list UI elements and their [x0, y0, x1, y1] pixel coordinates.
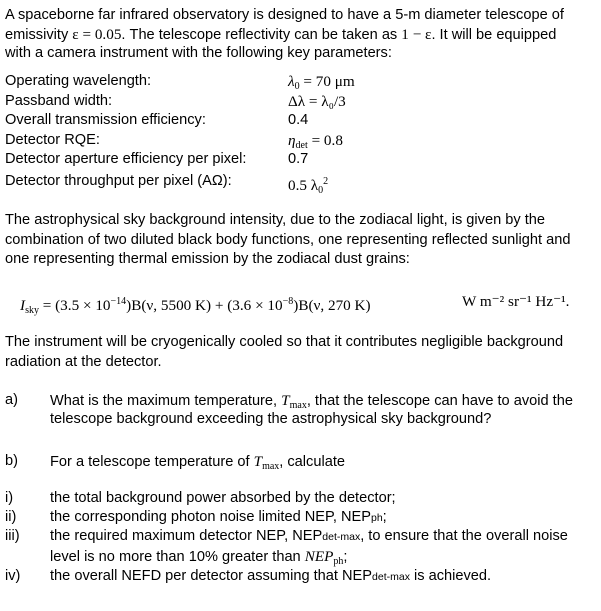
param-label-rqe: Detector RQE: [5, 132, 100, 148]
intro-line-3: with a camera instrument with the following key parameters: [5, 45, 392, 61]
question-i-text: the total background power absorbed by the detector; [50, 490, 396, 506]
param-value-transmission: 0.4 [288, 112, 309, 128]
sky-line-2: combination of two diluted black body functions, one representing reflected sunlight and [5, 232, 571, 248]
param-value-passband: Δλ = λ₀/3 [288, 93, 346, 110]
question-a-line-2: telescope background exceeding the astrophysical sky background? [50, 411, 492, 427]
question-iv-text: the overall NEFD per detector assuming that NEPdet-max is achieved. [50, 568, 492, 584]
cooling-line-1: The instrument will be cryogenically cooled so that it contributes negligible background [5, 334, 564, 350]
param-label-wavelength: Operating wavelength: [5, 73, 152, 89]
param-value-aperture: 0.7 [288, 151, 309, 167]
question-iv-label: iv) [5, 568, 21, 584]
cooling-line-2: radiation at the detector. [5, 354, 162, 370]
question-ii-label: ii) [5, 509, 17, 525]
param-value-rqe: $\eta_{det} = 0.8$ [288, 132, 343, 151]
intro-line-2: emissivity ε = 0.05. The telescope reflectivity can be taken as 1 − ε. It will be equipped [5, 26, 557, 43]
question-b-label: b) [5, 453, 18, 469]
question-a-label: a) [5, 392, 18, 408]
param-label-transmission: Overall transmission efficiency: [5, 112, 206, 128]
equation-units: W m⁻² sr⁻¹ Hz⁻¹. [462, 293, 570, 310]
param-value-throughput: 0.5 $\lambda_0^2$ [288, 176, 329, 196]
question-ii-text: the corresponding photon noise limited NEP, NEPph; [50, 509, 387, 525]
param-label-aperture: Detector aperture efficiency per pixel: [5, 151, 247, 167]
question-iii-line-2: level is no more than 10% greater than $NEP_{ph}$; [50, 548, 348, 567]
sky-line-1: The astrophysical sky background intensity, due to the zodiacal light, is given by the [5, 212, 545, 228]
question-iii-line-1: the required maximum detector NEP, NEPdet-max, to ensure that the overall noise [50, 528, 568, 544]
param-label-throughput: Detector throughput per pixel (AΩ): [5, 173, 232, 189]
param-label-passband: Passband width: [5, 93, 113, 109]
sky-intensity-equation: $I_{sky} = (3.5 \times 10^{-14})B(\nu$, 5500 $K) + (3.6 \times 10^{-8})B(\nu$, 270 K) [20, 296, 371, 316]
question-iii-label: iii) [5, 528, 20, 544]
intro-line-1: A spaceborne far infrared observatory is designed to have a 5-m diameter telescope of [5, 7, 564, 23]
sky-line-3: one representing thermal emission by the zodiacal dust grains: [5, 251, 410, 267]
param-value-wavelength: $\lambda_0 = 70$ μm [288, 73, 355, 92]
question-a-line-1: What is the maximum temperature, $T_{max}$, that the telescope can have to avoid the [50, 392, 573, 411]
question-i-label: i) [5, 490, 14, 506]
question-b-text: For a telescope temperature of $T_{max}$, calculate [50, 453, 345, 472]
